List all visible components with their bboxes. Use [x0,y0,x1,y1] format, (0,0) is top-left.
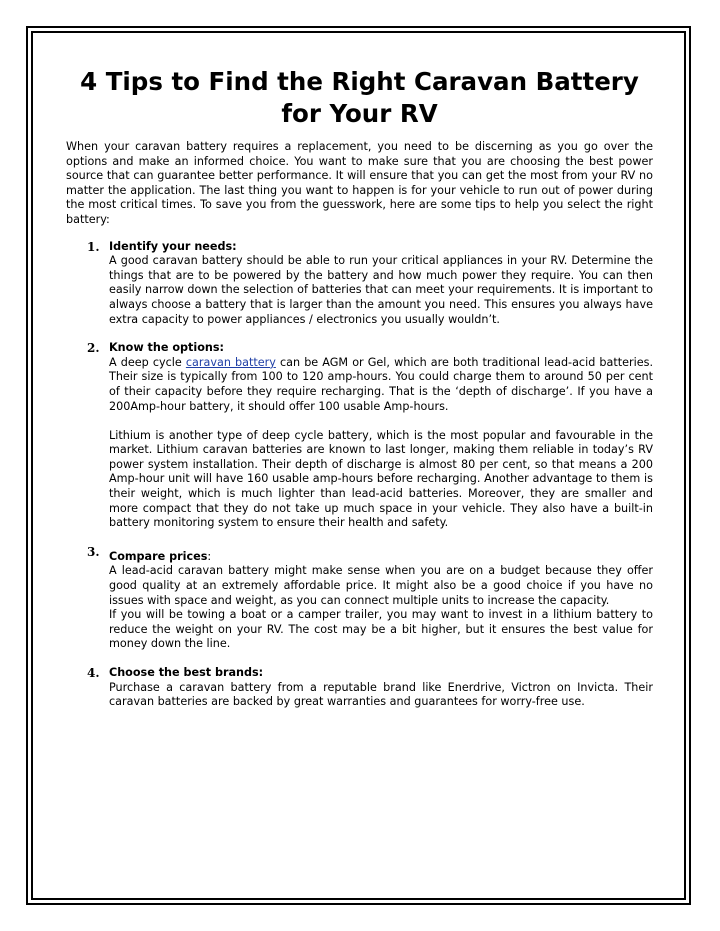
tip-title: Identify your needs: [109,239,237,253]
tip-2 [66,341,653,531]
tip-body [109,356,653,414]
tip-title: Choose the best brands: [109,666,264,679]
tip-4 [66,666,653,710]
tip-1 [66,240,653,328]
document-content [66,66,653,724]
tip-body: Purchase a caravan battery from a reputable brand like Enerdrive, Victron on Invicta. Their caravan batteries are backed by great warranties and guarantees for worry-free use. [109,680,653,709]
paragraph-gap [109,414,653,429]
page-title: 4 Tips to Find the Right Caravan Battery for Your RV [80,67,639,128]
tip-title: Compare prices [109,549,208,563]
tip-title: Know the options: [109,341,225,355]
tip-number: 3. [87,544,100,559]
tip-body-second: Lithium is another type of deep cycle battery, which is the most popular and favourable in the market. Lithium caravan batteries are known to last longer, making them reliable in today’s RV power system installation. Their depth of discharge is almost 80 per cent, so that means a 200 Amp-hour unit will have 160 usable amp-hours before recharging. Another advantage to them is their weight, which is much lighter than lead-acid batteries. Moreover, they are smaller and more compact that they do not take up much space in your vehicle. They also have a built-in battery monitoring system to ensure their health and safety. [109,428,653,530]
tip-body-text: A deep cycle [109,355,186,369]
tip-title-colon: : [207,549,212,563]
intro-paragraph: When your caravan battery requires a replacement, you need to be discerning as you go over the options and make an informed choice. You want to make sure that you are choosing the best power source that can guarantee better performance. It will ensure that you can get the most from your RV no matter the application. The last thing you want to happen is for your vehicle to run out of power during the most critical times. To save you from the guesswork, here are some tips to help you select the right battery: [66,140,653,226]
tip-3 [66,545,653,652]
tip-number: 4. [87,666,100,680]
tip-title-row [109,545,653,565]
caravan-battery-link[interactable]: caravan battery [185,355,276,369]
tips-list [66,240,653,710]
tip-body-second: If you will be towing a boat or a camper trailer, you may want to invest in a lithium battery to reduce the weight on your RV. The cost may be a bit higher, but it ensures the best value for money down the line. [109,608,653,651]
tip-body: A good caravan battery should be able to run your critical appliances in your RV. Determine the things that are to be powered by the battery and how much power they require. You can then easily narrow down the selection of batteries that can meet your requirements. It is important to always choose a battery that is larger than the amount you need. This ensures you always have extra capacity to power appliances / electronics you usually wouldn’t. [109,254,653,326]
tip-number: 1. [87,239,100,254]
tip-body: A lead-acid caravan battery might make sense when you are on a budget because they offer good quality at an extremely affordable price. It might also be a good choice if you have no issues with space and weight, as you can connect multiple units to increase the capacity. [109,564,653,607]
tip-body-text: can be AGM or Gel, which are both traditional lead-acid batteries. Their size is typically from 100 to 120 amp-hours. You could charge them to around 50 per cent of their capacity before they require recharging. That is the ‘depth of discharge’. If you have a 200Amp-hour battery, it should offer 100 usable Amp-hours. [109,355,653,413]
tip-number: 2. [87,341,100,356]
